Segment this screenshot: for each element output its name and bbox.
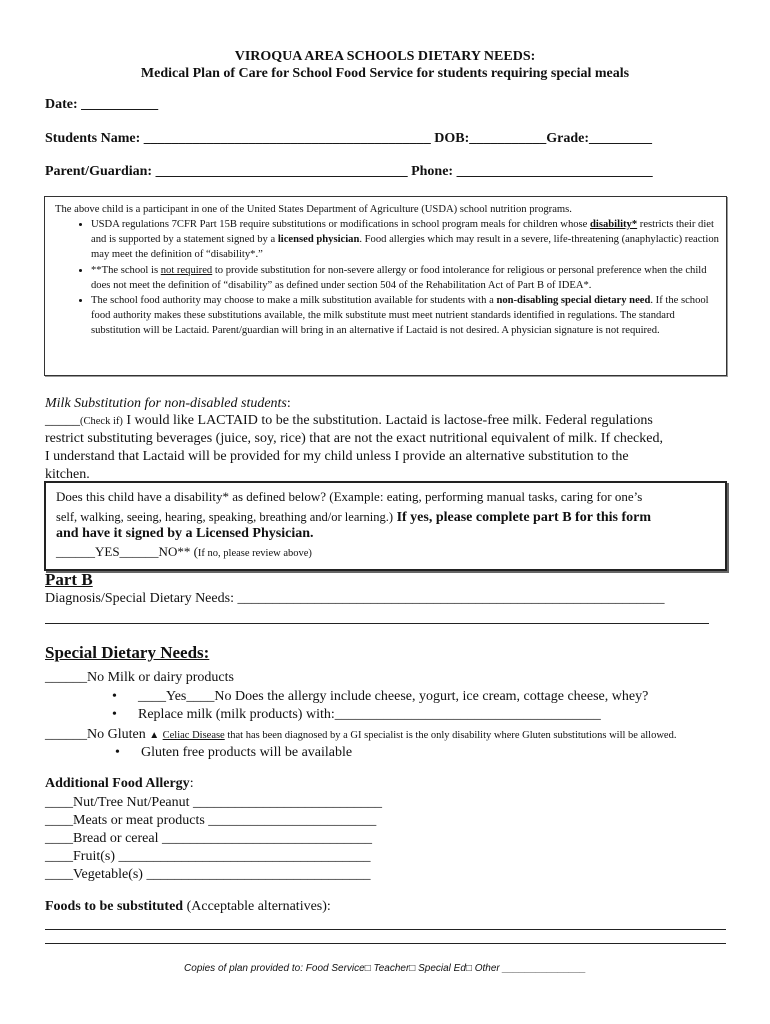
copies-footer: Copies of plan provided to: Food Service□ Teacher□ Special Ed□ Other _______________ [184, 963, 586, 974]
no-gluten-option[interactable]: ______No Gluten ▲ Celiac Disease that has been diagnosed by a GI specialist is the only disability where Gluten substitutions will be allowed. [45, 727, 677, 742]
part-b-heading: Part B [45, 570, 93, 589]
yes-no-disability-field[interactable]: ______YES______NO** (If no, please review above) [56, 544, 312, 559]
notice-bullets [69, 217, 723, 339]
milk-substitution-heading: Milk Substitution for non-disabled students: [45, 396, 291, 411]
allergy-nut-field[interactable]: ____Nut/Tree Nut/Peanut ___________________________ [45, 795, 383, 810]
not-required-term: not required [160, 264, 213, 276]
allergy-bread-field[interactable]: ____Bread or cereal ______________________________ [45, 831, 372, 846]
lactaid-checkbox-line[interactable]: _____(Check if) I would like LACTAID to be the substitution. Lactaid is lactose-free milk. Federal regulations [45, 413, 653, 428]
celiac-note: that has been diagnosed by a GI specialist is the only disability where Gluten substitutions will be allowed. [224, 730, 677, 741]
allergy-vegetable-field[interactable]: ____Vegetable(s) ________________________________ [45, 867, 371, 882]
milk-text-line-2: restrict substituting beverages (juice, soy, rice) that are not the exact nutritional equivalent of milk. If checked, [45, 431, 663, 446]
diagnosis-field[interactable]: Diagnosis/Special Dietary Needs: _____________________________________________________________ [45, 591, 665, 606]
form-subtitle: Medical Plan of Care for School Food Service for students requiring special meals [140, 66, 630, 81]
substitute-line-2[interactable] [45, 943, 726, 944]
replace-milk-field[interactable]: • Replace milk (milk products) with:______________________________________ [138, 707, 601, 723]
notice-bullet-not-required: • **The school is not required to provide substitution for non-severe allergy or food intolerance for religious or personal preference when the child does not meet the definition of “disability” as defined under section 504 of the Rehabilitation Act of Part B of IDEA*. [91, 263, 723, 293]
notice-bullet-usda: • USDA regulations 7CFR Part 15B require substitutions or modifications in school program meals for children whose disability* restricts their diet and is supported by a statement signed by a licensed physician. Food allergies which may result in a severe, life-threatening (anaphylactic) reaction may meet the definition of “disability*.” [91, 217, 723, 263]
physician-signature-note: and have it signed by a Licensed Physician. [56, 526, 314, 541]
special-dietary-needs-heading: Special Dietary Needs: [45, 643, 210, 662]
milk-text-line-4: kitchen. [45, 467, 90, 482]
usda-notice-box [44, 196, 727, 376]
diagnosis-extra-line [45, 623, 709, 624]
allergy-meat-field[interactable]: ____Meats or meat products ________________________ [45, 813, 377, 828]
disability-question-box [44, 481, 727, 571]
additional-allergy-heading: Additional Food Allergy: [45, 776, 194, 791]
disability-examples: self, walking, seeing, hearing, speaking, breathing and/or learning.) If yes, please complete part B for this form [56, 510, 651, 525]
disability-term: disability* [590, 219, 638, 230]
allergy-fruit-field[interactable]: ____Fruit(s) ____________________________________ [45, 849, 371, 864]
celiac-disease-term: Celiac Disease [162, 730, 225, 741]
no-milk-option[interactable]: ______No Milk or dairy products [45, 670, 234, 685]
student-name-dob-grade-fields[interactable]: Students Name: _________________________________________ DOB:___________Grade:_________ [45, 131, 653, 146]
gluten-free-note: • Gluten free products will be available [141, 745, 352, 761]
parent-phone-fields[interactable]: Parent/Guardian: ____________________________________ Phone: ____________________________ [45, 164, 653, 179]
substitute-line-1[interactable] [45, 929, 726, 930]
milk-text-line-3: I understand that Lactaid will be provided for my child unless I provide an alternative substitution to the [45, 449, 629, 464]
caret-up-icon: ▲ [149, 730, 160, 741]
form-title: VIROQUA AREA SCHOOLS DIETARY NEEDS: [234, 49, 536, 64]
notice-intro: The above child is a participant in one of the United States Department of Agriculture (USDA) school nutrition programs. [55, 204, 572, 215]
non-disabling-term: non-disabling special dietary need [496, 295, 651, 307]
foods-substituted-heading: Foods to be substituted (Acceptable alternatives): [45, 899, 331, 914]
notice-bullet-milk-substitution: • The school food authority may choose to make a milk substitution available for students with a non-disabling special dietary need. If the school food authority makes these substitutions available, the milk substitute must meet nutrient standards identified in regulations. The standard substitution will be Lactaid. Parent/guardian will bring in an alternative if Lactaid is not desired. A physician signature is not required. [91, 293, 723, 339]
milk-allergy-question[interactable]: • ____Yes____No Does the allergy include cheese, yogurt, ice cream, cottage cheese, whey? [138, 689, 648, 705]
disability-question: Does this child have a disability* as defined below? (Example: eating, performing manual tasks, caring for one’s [56, 489, 643, 504]
date-field[interactable]: Date: ___________ [45, 97, 159, 112]
licensed-physician-term: licensed physician [277, 234, 360, 246]
